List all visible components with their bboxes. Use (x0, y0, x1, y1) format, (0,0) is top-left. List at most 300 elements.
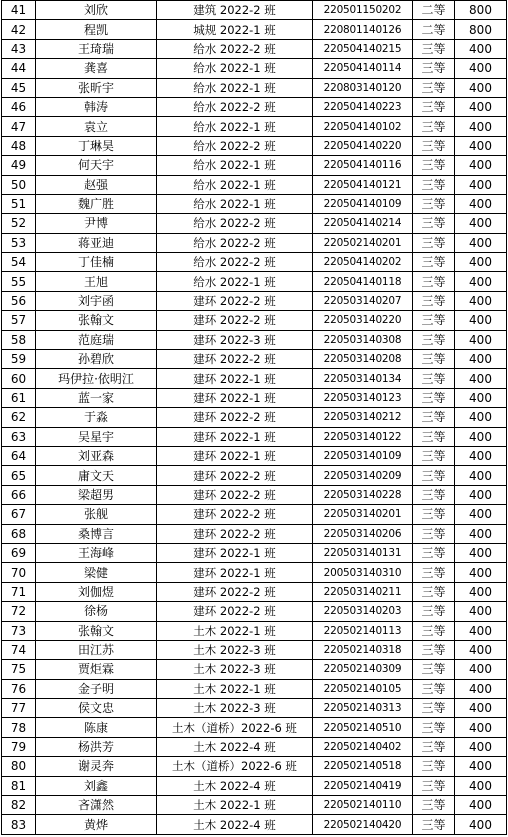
award-level-cell: 三等 (413, 408, 455, 427)
award-amount-cell: 400 (455, 253, 507, 272)
row-number-cell: 60 (2, 369, 36, 388)
table-row (2, 233, 507, 252)
class-name-cell: 土木 2022-4 班 (157, 815, 313, 834)
student-id-cell: 220503140209 (313, 466, 413, 485)
student-id-cell: 220503140228 (313, 485, 413, 504)
class-name-cell: 建环 2022-2 班 (157, 505, 313, 524)
row-number-cell: 55 (2, 272, 36, 291)
award-table-container (1, 0, 507, 835)
award-amount-cell: 400 (455, 543, 507, 562)
student-name-cell: 何天宇 (36, 156, 157, 175)
table-row (2, 156, 507, 175)
award-amount-cell: 400 (455, 699, 507, 718)
row-number-cell: 52 (2, 214, 36, 233)
award-level-cell: 三等 (413, 78, 455, 97)
student-id-cell: 220502140419 (313, 776, 413, 795)
class-name-cell: 给水 2022-1 班 (157, 78, 313, 97)
row-number-cell: 51 (2, 194, 36, 213)
student-id-cell: 220503140201 (313, 505, 413, 524)
award-amount-cell: 400 (455, 175, 507, 194)
row-number-cell: 80 (2, 757, 36, 776)
student-name-cell: 王琦瑞 (36, 39, 157, 58)
student-name-cell: 吴星宇 (36, 427, 157, 446)
table-row (2, 97, 507, 116)
class-name-cell: 土木（道桥）2022-6 班 (157, 718, 313, 737)
award-level-cell: 二等 (413, 1, 455, 20)
award-amount-cell: 400 (455, 757, 507, 776)
student-name-cell: 程凯 (36, 20, 157, 39)
award-level-cell: 三等 (413, 524, 455, 543)
class-name-cell: 给水 2022-1 班 (157, 117, 313, 136)
table-row (2, 737, 507, 756)
student-name-cell: 金子明 (36, 679, 157, 698)
row-number-cell: 42 (2, 20, 36, 39)
award-level-cell: 三等 (413, 427, 455, 446)
class-name-cell: 建环 2022-2 班 (157, 524, 313, 543)
student-id-cell: 220504140118 (313, 272, 413, 291)
table-row (2, 78, 507, 97)
row-number-cell: 64 (2, 446, 36, 465)
class-name-cell: 给水 2022-1 班 (157, 156, 313, 175)
row-number-cell: 82 (2, 796, 36, 815)
class-name-cell: 土木 2022-1 班 (157, 679, 313, 698)
award-amount-cell: 400 (455, 427, 507, 446)
row-number-cell: 78 (2, 718, 36, 737)
student-id-cell: 220502140402 (313, 737, 413, 756)
class-name-cell: 建环 2022-1 班 (157, 427, 313, 446)
award-level-cell: 三等 (413, 621, 455, 640)
award-level-cell: 三等 (413, 388, 455, 407)
award-level-cell: 三等 (413, 136, 455, 155)
student-id-cell: 220503140122 (313, 427, 413, 446)
row-number-cell: 70 (2, 563, 36, 582)
class-name-cell: 给水 2022-2 班 (157, 39, 313, 58)
table-row (2, 330, 507, 349)
award-level-cell: 三等 (413, 505, 455, 524)
award-level-cell: 三等 (413, 679, 455, 698)
award-table-body (2, 1, 507, 835)
student-id-cell: 220502140510 (313, 718, 413, 737)
row-number-cell: 53 (2, 233, 36, 252)
student-id-cell: 220504140114 (313, 59, 413, 78)
student-id-cell: 220504140116 (313, 156, 413, 175)
award-amount-cell: 400 (455, 408, 507, 427)
class-name-cell: 建环 2022-2 班 (157, 485, 313, 504)
award-amount-cell: 400 (455, 485, 507, 504)
table-row (2, 602, 507, 621)
class-name-cell: 建环 2022-1 班 (157, 543, 313, 562)
award-level-cell: 三等 (413, 582, 455, 601)
table-row (2, 505, 507, 524)
table-row (2, 59, 507, 78)
row-number-cell: 56 (2, 291, 36, 310)
award-amount-cell: 400 (455, 524, 507, 543)
row-number-cell: 77 (2, 699, 36, 718)
student-id-cell: 220503140203 (313, 602, 413, 621)
row-number-cell: 76 (2, 679, 36, 698)
award-level-cell: 三等 (413, 59, 455, 78)
table-row (2, 699, 507, 718)
class-name-cell: 土木 2022-3 班 (157, 640, 313, 659)
award-level-cell: 三等 (413, 543, 455, 562)
class-name-cell: 给水 2022-2 班 (157, 214, 313, 233)
student-id-cell: 220803140120 (313, 78, 413, 97)
row-number-cell: 65 (2, 466, 36, 485)
award-level-cell: 三等 (413, 117, 455, 136)
class-name-cell: 土木 2022-4 班 (157, 737, 313, 756)
award-level-cell: 三等 (413, 660, 455, 679)
student-name-cell: 蓝一家 (36, 388, 157, 407)
student-name-cell: 韩涛 (36, 97, 157, 116)
table-row (2, 388, 507, 407)
student-id-cell: 220502140420 (313, 815, 413, 834)
student-id-cell: 220502140113 (313, 621, 413, 640)
student-id-cell: 220502140105 (313, 679, 413, 698)
student-name-cell: 庸文天 (36, 466, 157, 485)
table-row (2, 214, 507, 233)
student-name-cell: 尹博 (36, 214, 157, 233)
student-id-cell: 220504140102 (313, 117, 413, 136)
student-name-cell: 桑博言 (36, 524, 157, 543)
student-name-cell: 刘鑫 (36, 776, 157, 795)
award-level-cell: 三等 (413, 563, 455, 582)
table-row (2, 427, 507, 446)
class-name-cell: 给水 2022-1 班 (157, 175, 313, 194)
student-name-cell: 玛伊拉·依明江 (36, 369, 157, 388)
student-name-cell: 刘欣 (36, 1, 157, 20)
row-number-cell: 66 (2, 485, 36, 504)
class-name-cell: 给水 2022-2 班 (157, 253, 313, 272)
award-amount-cell: 400 (455, 233, 507, 252)
student-id-cell: 220503140220 (313, 311, 413, 330)
award-level-cell: 三等 (413, 272, 455, 291)
award-amount-cell: 400 (455, 194, 507, 213)
row-number-cell: 46 (2, 97, 36, 116)
student-id-cell: 220504140121 (313, 175, 413, 194)
award-amount-cell: 400 (455, 369, 507, 388)
row-number-cell: 67 (2, 505, 36, 524)
award-level-cell: 三等 (413, 699, 455, 718)
class-name-cell: 给水 2022-2 班 (157, 97, 313, 116)
table-row (2, 1, 507, 20)
award-level-cell: 三等 (413, 39, 455, 58)
award-amount-cell: 400 (455, 776, 507, 795)
student-id-cell: 220502140518 (313, 757, 413, 776)
award-level-cell: 三等 (413, 97, 455, 116)
table-row (2, 757, 507, 776)
student-name-cell: 张翰文 (36, 621, 157, 640)
student-id-cell: 200503140310 (313, 563, 413, 582)
award-level-cell: 三等 (413, 175, 455, 194)
award-level-cell: 三等 (413, 757, 455, 776)
student-name-cell: 蒋亚迪 (36, 233, 157, 252)
class-name-cell: 建环 2022-2 班 (157, 602, 313, 621)
row-number-cell: 62 (2, 408, 36, 427)
student-name-cell: 魏广胜 (36, 194, 157, 213)
row-number-cell: 72 (2, 602, 36, 621)
student-id-cell: 220502140313 (313, 699, 413, 718)
student-name-cell: 王海峰 (36, 543, 157, 562)
award-amount-cell: 400 (455, 446, 507, 465)
row-number-cell: 48 (2, 136, 36, 155)
student-id-cell: 220503140208 (313, 350, 413, 369)
award-level-cell: 三等 (413, 291, 455, 310)
table-row (2, 718, 507, 737)
class-name-cell: 给水 2022-1 班 (157, 59, 313, 78)
table-row (2, 485, 507, 504)
table-row (2, 272, 507, 291)
award-level-cell: 三等 (413, 369, 455, 388)
table-row (2, 524, 507, 543)
student-name-cell: 王旭 (36, 272, 157, 291)
class-name-cell: 给水 2022-2 班 (157, 233, 313, 252)
award-amount-cell: 400 (455, 602, 507, 621)
table-row (2, 39, 507, 58)
row-number-cell: 59 (2, 350, 36, 369)
award-amount-cell: 400 (455, 466, 507, 485)
row-number-cell: 79 (2, 737, 36, 756)
student-name-cell: 谢灵奔 (36, 757, 157, 776)
student-name-cell: 黄烨 (36, 815, 157, 834)
row-number-cell: 74 (2, 640, 36, 659)
class-name-cell: 建环 2022-1 班 (157, 388, 313, 407)
award-amount-cell: 400 (455, 660, 507, 679)
student-id-cell: 220503140206 (313, 524, 413, 543)
award-amount-cell: 400 (455, 350, 507, 369)
student-id-cell: 220503140134 (313, 369, 413, 388)
student-name-cell: 侯文忠 (36, 699, 157, 718)
student-id-cell: 220503140207 (313, 291, 413, 310)
award-level-cell: 三等 (413, 311, 455, 330)
student-id-cell: 220502140318 (313, 640, 413, 659)
table-row (2, 679, 507, 698)
student-name-cell: 于淼 (36, 408, 157, 427)
student-id-cell: 220504140223 (313, 97, 413, 116)
row-number-cell: 83 (2, 815, 36, 834)
class-name-cell: 建环 2022-3 班 (157, 330, 313, 349)
class-name-cell: 土木 2022-1 班 (157, 796, 313, 815)
student-name-cell: 孙碧欣 (36, 350, 157, 369)
award-amount-cell: 400 (455, 563, 507, 582)
student-name-cell: 刘亚森 (36, 446, 157, 465)
table-row (2, 582, 507, 601)
award-amount-cell: 400 (455, 505, 507, 524)
award-amount-cell: 400 (455, 97, 507, 116)
class-name-cell: 建环 2022-1 班 (157, 446, 313, 465)
row-number-cell: 44 (2, 59, 36, 78)
student-name-cell: 梁超男 (36, 485, 157, 504)
table-row (2, 369, 507, 388)
table-row (2, 796, 507, 815)
student-id-cell: 220503140109 (313, 446, 413, 465)
table-row (2, 136, 507, 155)
student-name-cell: 范庭瑞 (36, 330, 157, 349)
award-level-cell: 三等 (413, 214, 455, 233)
class-name-cell: 建环 2022-2 班 (157, 350, 313, 369)
award-level-cell: 二等 (413, 20, 455, 39)
student-id-cell: 220503140123 (313, 388, 413, 407)
class-name-cell: 城规 2022-1 班 (157, 20, 313, 39)
table-row (2, 640, 507, 659)
award-level-cell: 三等 (413, 815, 455, 834)
class-name-cell: 建环 2022-2 班 (157, 311, 313, 330)
award-level-cell: 三等 (413, 350, 455, 369)
award-table (1, 0, 507, 835)
student-name-cell: 袁立 (36, 117, 157, 136)
table-row (2, 350, 507, 369)
student-id-cell: 220502140110 (313, 796, 413, 815)
student-name-cell: 张舰 (36, 505, 157, 524)
table-row (2, 815, 507, 834)
class-name-cell: 土木 2022-3 班 (157, 660, 313, 679)
award-amount-cell: 400 (455, 737, 507, 756)
row-number-cell: 73 (2, 621, 36, 640)
class-name-cell: 土木 2022-3 班 (157, 699, 313, 718)
award-amount-cell: 400 (455, 291, 507, 310)
student-id-cell: 220502140201 (313, 233, 413, 252)
class-name-cell: 建环 2022-1 班 (157, 369, 313, 388)
award-level-cell: 三等 (413, 233, 455, 252)
row-number-cell: 57 (2, 311, 36, 330)
award-level-cell: 三等 (413, 640, 455, 659)
class-name-cell: 建环 2022-2 班 (157, 582, 313, 601)
student-id-cell: 220503140308 (313, 330, 413, 349)
award-amount-cell: 400 (455, 39, 507, 58)
table-row (2, 660, 507, 679)
award-amount-cell: 400 (455, 59, 507, 78)
award-amount-cell: 400 (455, 640, 507, 659)
award-level-cell: 三等 (413, 446, 455, 465)
row-number-cell: 69 (2, 543, 36, 562)
table-row (2, 563, 507, 582)
award-level-cell: 三等 (413, 330, 455, 349)
award-level-cell: 三等 (413, 602, 455, 621)
class-name-cell: 建环 2022-2 班 (157, 408, 313, 427)
table-row (2, 194, 507, 213)
student-id-cell: 220503140131 (313, 543, 413, 562)
award-level-cell: 三等 (413, 466, 455, 485)
student-id-cell: 220503140211 (313, 582, 413, 601)
row-number-cell: 54 (2, 253, 36, 272)
student-id-cell: 220504140214 (313, 214, 413, 233)
student-id-cell: 220501150202 (313, 1, 413, 20)
class-name-cell: 土木 2022-1 班 (157, 621, 313, 640)
table-row (2, 446, 507, 465)
class-name-cell: 给水 2022-2 班 (157, 136, 313, 155)
award-amount-cell: 400 (455, 621, 507, 640)
award-amount-cell: 400 (455, 136, 507, 155)
student-name-cell: 张昕宇 (36, 78, 157, 97)
student-name-cell: 田江苏 (36, 640, 157, 659)
row-number-cell: 71 (2, 582, 36, 601)
student-name-cell: 龚喜 (36, 59, 157, 78)
row-number-cell: 47 (2, 117, 36, 136)
award-amount-cell: 800 (455, 1, 507, 20)
student-id-cell: 220503140212 (313, 408, 413, 427)
table-row (2, 175, 507, 194)
award-level-cell: 三等 (413, 776, 455, 795)
award-level-cell: 三等 (413, 253, 455, 272)
award-level-cell: 三等 (413, 737, 455, 756)
student-name-cell: 赵强 (36, 175, 157, 194)
student-name-cell: 贾炬霖 (36, 660, 157, 679)
row-number-cell: 61 (2, 388, 36, 407)
table-row (2, 117, 507, 136)
row-number-cell: 49 (2, 156, 36, 175)
class-name-cell: 建筑 2022-2 班 (157, 1, 313, 20)
award-amount-cell: 800 (455, 20, 507, 39)
class-name-cell: 建环 2022-2 班 (157, 291, 313, 310)
student-id-cell: 220801140126 (313, 20, 413, 39)
class-name-cell: 土木（道桥）2022-6 班 (157, 757, 313, 776)
student-id-cell: 220504140109 (313, 194, 413, 213)
row-number-cell: 43 (2, 39, 36, 58)
student-name-cell: 吝潇然 (36, 796, 157, 815)
student-name-cell: 刘宇函 (36, 291, 157, 310)
student-id-cell: 220504140202 (313, 253, 413, 272)
award-amount-cell: 400 (455, 815, 507, 834)
award-amount-cell: 400 (455, 718, 507, 737)
table-row (2, 408, 507, 427)
row-number-cell: 41 (2, 1, 36, 20)
class-name-cell: 土木 2022-4 班 (157, 776, 313, 795)
award-amount-cell: 400 (455, 582, 507, 601)
award-amount-cell: 400 (455, 117, 507, 136)
award-amount-cell: 400 (455, 214, 507, 233)
student-name-cell: 梁健 (36, 563, 157, 582)
award-amount-cell: 400 (455, 388, 507, 407)
award-amount-cell: 400 (455, 272, 507, 291)
table-row (2, 253, 507, 272)
award-amount-cell: 400 (455, 330, 507, 349)
table-row (2, 776, 507, 795)
award-amount-cell: 400 (455, 679, 507, 698)
student-name-cell: 陈康 (36, 718, 157, 737)
student-name-cell: 徐杨 (36, 602, 157, 621)
row-number-cell: 75 (2, 660, 36, 679)
row-number-cell: 81 (2, 776, 36, 795)
row-number-cell: 68 (2, 524, 36, 543)
row-number-cell: 58 (2, 330, 36, 349)
table-row (2, 466, 507, 485)
award-amount-cell: 400 (455, 311, 507, 330)
award-level-cell: 三等 (413, 718, 455, 737)
student-name-cell: 刘伽煜 (36, 582, 157, 601)
student-id-cell: 220502140309 (313, 660, 413, 679)
class-name-cell: 给水 2022-1 班 (157, 194, 313, 213)
student-name-cell: 丁佳楠 (36, 253, 157, 272)
table-row (2, 20, 507, 39)
award-amount-cell: 400 (455, 796, 507, 815)
row-number-cell: 45 (2, 78, 36, 97)
row-number-cell: 63 (2, 427, 36, 446)
class-name-cell: 给水 2022-1 班 (157, 272, 313, 291)
table-row (2, 543, 507, 562)
row-number-cell: 50 (2, 175, 36, 194)
student-name-cell: 张翰文 (36, 311, 157, 330)
student-id-cell: 220504140220 (313, 136, 413, 155)
award-level-cell: 三等 (413, 485, 455, 504)
student-name-cell: 丁琳昊 (36, 136, 157, 155)
award-level-cell: 三等 (413, 194, 455, 213)
class-name-cell: 建环 2022-1 班 (157, 563, 313, 582)
table-row (2, 311, 507, 330)
student-id-cell: 220504140215 (313, 39, 413, 58)
award-amount-cell: 400 (455, 78, 507, 97)
award-amount-cell: 400 (455, 156, 507, 175)
student-name-cell: 杨洪芳 (36, 737, 157, 756)
class-name-cell: 建环 2022-2 班 (157, 466, 313, 485)
